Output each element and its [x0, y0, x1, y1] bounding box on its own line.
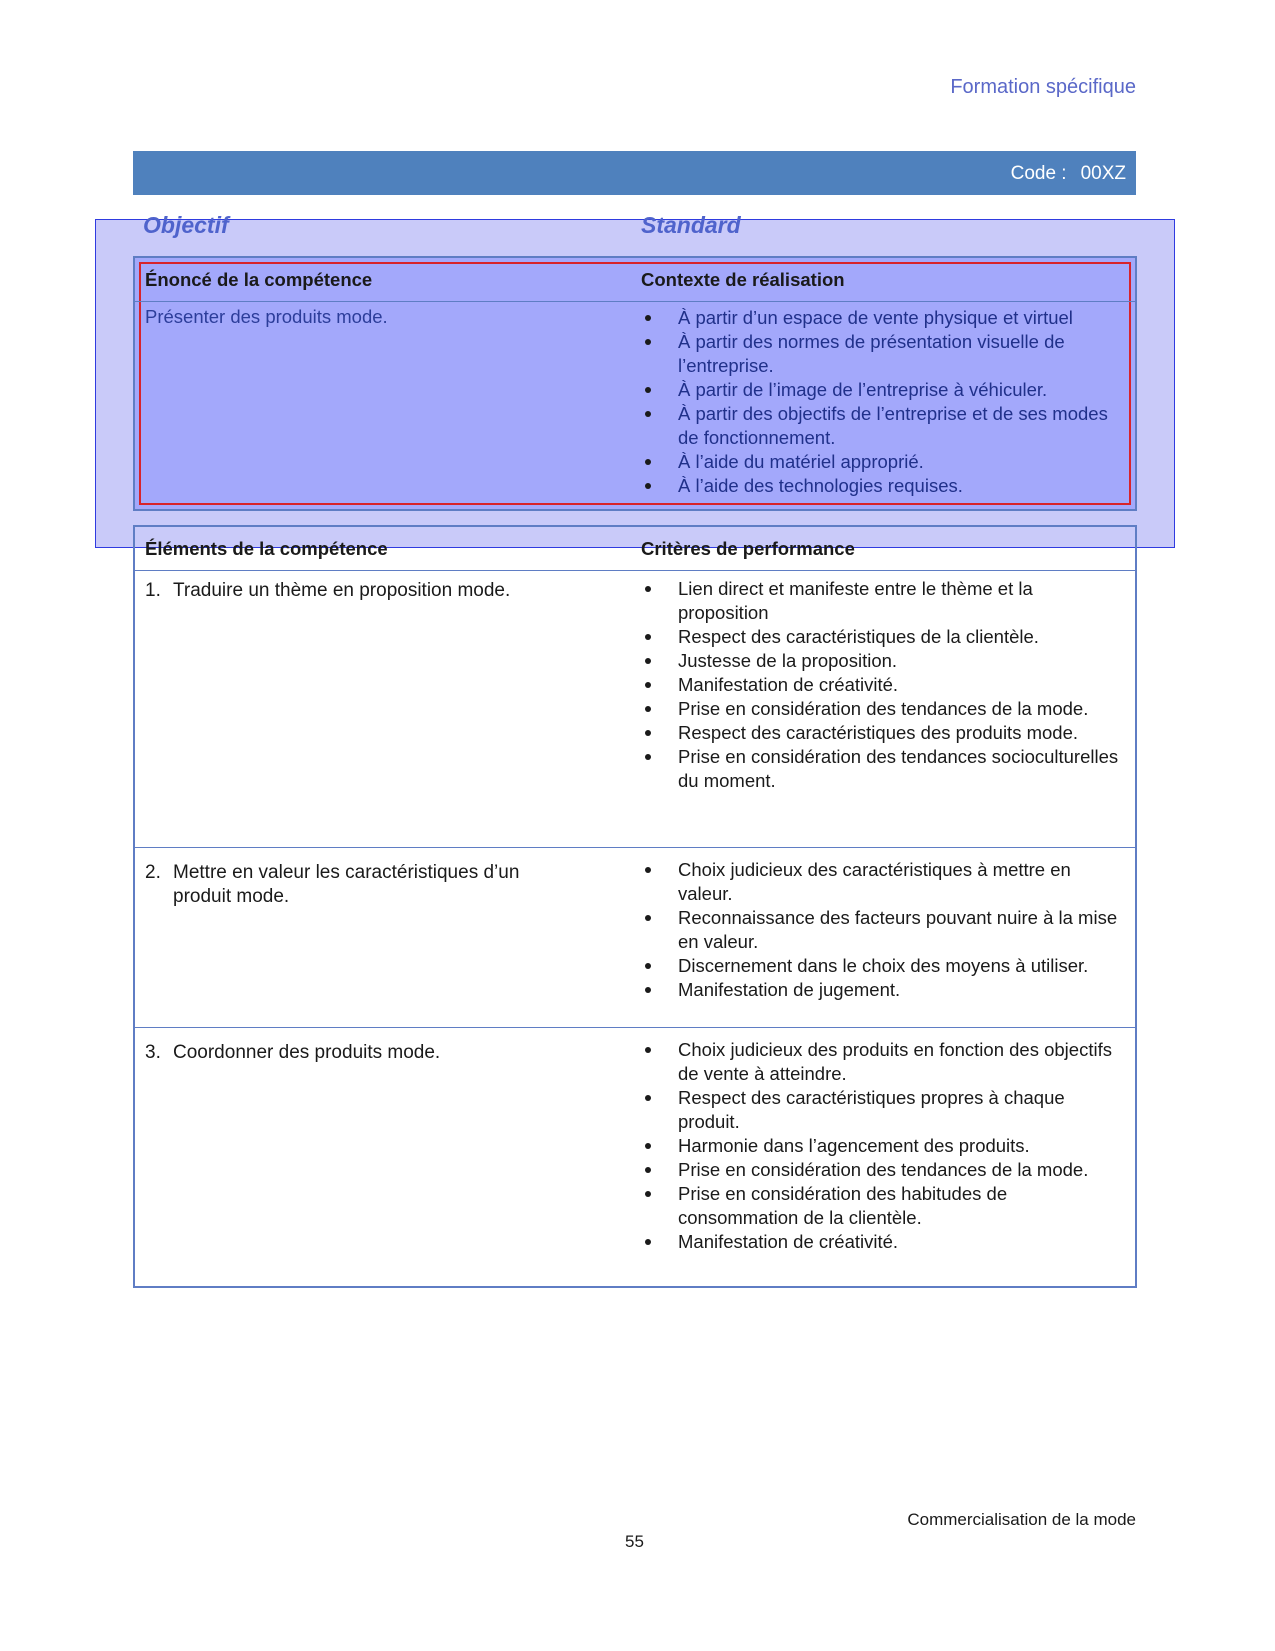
criteria-item: Justesse de la proposition.	[641, 649, 1121, 673]
criteria-item: Prise en considération des tendances socioculturelles du moment.	[641, 745, 1121, 793]
criteria-item: Respect des caractéristiques des produits mode.	[641, 721, 1121, 745]
context-item: À partir d’un espace de vente physique et virtuel	[641, 306, 1121, 330]
criteria-list-3	[641, 1038, 1121, 1254]
section-header: Formation spécifique	[950, 76, 1136, 98]
code-label-text: Code :	[1010, 163, 1067, 184]
criteria-item: Prise en considération des tendances de la mode.	[641, 1158, 1121, 1182]
page-number: 55	[625, 1532, 644, 1551]
competence-header-divider	[135, 301, 1135, 302]
row-divider	[135, 1027, 1135, 1028]
competence-statement: Présenter des produits mode.	[145, 306, 388, 327]
criteria-item: Choix judicieux des caractéristiques à mettre en valeur.	[641, 858, 1121, 906]
standard-title: Standard	[641, 212, 741, 238]
element-text: Mettre en valeur les caractéristiques d’un produit mode.	[173, 862, 520, 907]
criteria-item: Manifestation de jugement.	[641, 978, 1121, 1002]
objectif-title: Objectif	[143, 212, 229, 238]
contexte-header: Contexte de réalisation	[641, 269, 845, 290]
criteria-item: Reconnaissance des facteurs pouvant nuire à la mise en valeur.	[641, 906, 1121, 954]
context-item: À partir des objectifs de l’entreprise et de ses modes de fonctionnement.	[641, 402, 1121, 450]
code-label	[1011, 163, 1126, 185]
element-number: 2.	[145, 862, 161, 883]
context-item: À partir de l’image de l’entreprise à véhiculer.	[641, 378, 1121, 402]
element-number: 3.	[145, 1042, 161, 1063]
criteria-item: Respect des caractéristiques de la clientèle.	[641, 625, 1121, 649]
element-text: Coordonner des produits mode.	[173, 1042, 441, 1063]
element-text: Traduire un thème en proposition mode.	[173, 580, 511, 601]
criteria-item: Prise en considération des tendances de la mode.	[641, 697, 1121, 721]
element-row-2	[145, 861, 575, 909]
criteria-item: Manifestation de créativité.	[641, 673, 1121, 697]
criteria-item: Harmonie dans l’agencement des produits.	[641, 1134, 1121, 1158]
criteria-item: Choix judicieux des produits en fonction des objectifs de vente à atteindre.	[641, 1038, 1121, 1086]
criteres-header: Critères de performance	[641, 538, 855, 559]
element-row-1	[145, 579, 575, 603]
criteria-item: Manifestation de créativité.	[641, 1230, 1121, 1254]
context-item: À l’aide des technologies requises.	[641, 474, 1121, 498]
code-value: 00XZ	[1080, 163, 1126, 184]
footer-program: Commercialisation de la mode	[907, 1510, 1136, 1529]
elements-header-divider	[135, 570, 1135, 571]
criteria-list-2	[641, 858, 1121, 1002]
criteria-list-1	[641, 577, 1121, 793]
criteria-item: Lien direct et manifeste entre le thème et la proposition	[641, 577, 1121, 625]
element-row-3	[145, 1041, 575, 1065]
element-number: 1.	[145, 580, 161, 601]
context-list	[641, 306, 1121, 498]
criteria-item: Discernement dans le choix des moyens à utiliser.	[641, 954, 1121, 978]
criteria-item: Respect des caractéristiques propres à chaque produit.	[641, 1086, 1121, 1134]
context-item: À partir des normes de présentation visuelle de l’entreprise.	[641, 330, 1121, 378]
code-bar	[133, 151, 1136, 195]
criteria-item: Prise en considération des habitudes de consommation de la clientèle.	[641, 1182, 1121, 1230]
elements-header: Éléments de la compétence	[145, 538, 388, 559]
enonce-header: Énoncé de la compétence	[145, 269, 373, 290]
row-divider	[135, 847, 1135, 848]
context-item: À l’aide du matériel approprié.	[641, 450, 1121, 474]
